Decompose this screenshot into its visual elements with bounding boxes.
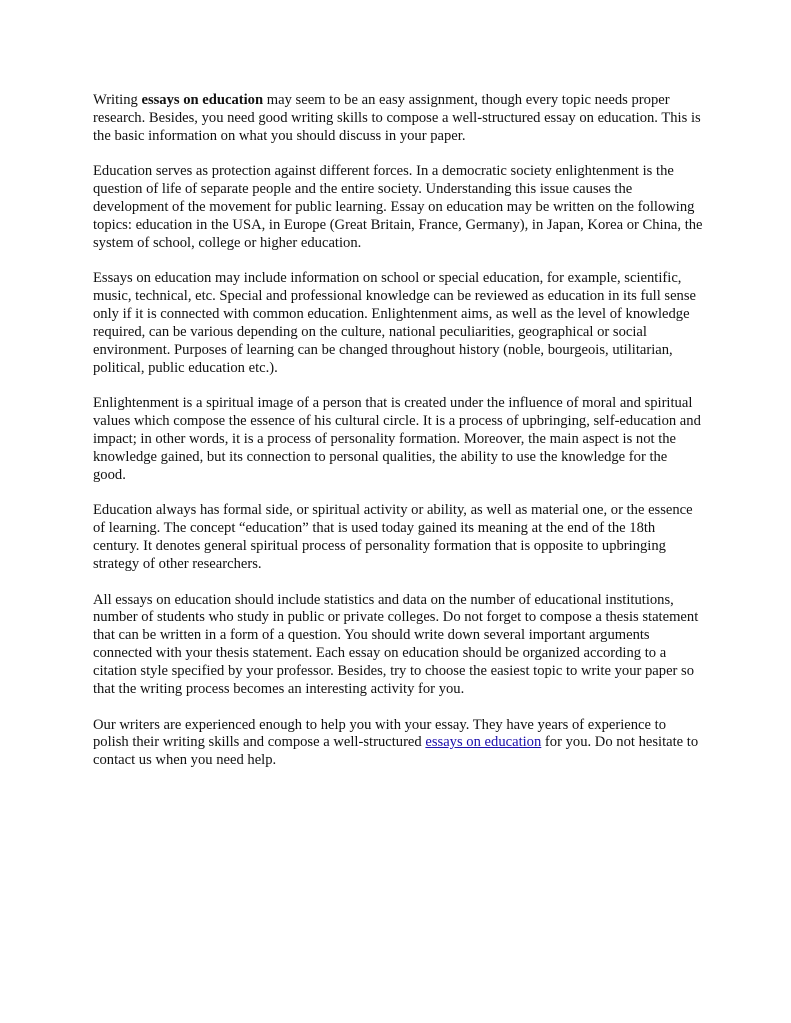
paragraph-special-education: Essays on education may include information on school or special education, for example, scientific, music, technical, etc. Special and professional knowledge can be reviewed as education in its full sense only if it is connected with common education. Enlightenment aims, as well as the level of knowledge required, can be various depending on the culture, national peculiarities, geographical or social environment. Purposes of learning can be changed throughout history (noble, bourgeois, utilitarian, political, public education etc.). (93, 270, 697, 376)
document-body (93, 92, 703, 788)
essays-on-education-link[interactable]: essays on education (425, 734, 542, 751)
paragraph-intro-lead: Writing (93, 92, 142, 108)
bold-phrase: essays on education (141, 92, 264, 108)
paragraph-conclusion-lead: Our writers are experienced enough to help you with your essay. They have years of experience to polish their writing skills and compose a well-structured (93, 716, 666, 751)
paragraph-conclusion-rest: for you. Do not hesitate to contact us when you need help. (93, 734, 699, 769)
paragraph-protection: Education serves as protection against different forces. In a democratic society enlightenment is the question of life of separate people and the entire society. Understanding this issue causes the development of the movement for public learning. Essay on education may be written on the following topics: education in the USA, in Europe (Great Britain, France, Germany), in Japan, Korea or China, the system of school, college or higher education. (93, 163, 703, 251)
paragraph-formal-side: Education always has formal side, or spiritual activity or ability, as well as material one, or the essence of learning. The concept “education” that is used today gained its meaning at the end of the 18th century. It denotes general spiritual process of personality formation that is opposite to upbringing strategy of other researchers. (93, 502, 693, 572)
paragraph-conclusion (93, 717, 703, 771)
paragraph-intro-rest: may seem to be an easy assignment, though every topic needs proper research. Besides, you need good writing skills to compose a well-structured essay on education. This is the basic information on what you should discuss in your paper. (93, 92, 701, 144)
paragraph-statistics: All essays on education should include statistics and data on the number of educational institutions, number of students who study in public or private colleges. Do not forget to compose a thesis statement that can be written in a form of a question. You should write down several important arguments connected with your thesis statement. Each essay on education should be organized according to a citation style specified by your professor. Besides, try to choose the easiest topic to write your paper so that the writing process becomes an interesting activity for you. (93, 591, 699, 697)
paragraph-intro (93, 92, 703, 146)
paragraph-enlightenment: Enlightenment is a spiritual image of a person that is created under the influence of moral and spiritual values which compose the essence of his cultural circle. It is a process of upbringing, self-education and impact; in other words, it is a process of personality formation. Moreover, the main aspect is not the knowledge gained, but its connection to personal qualities, the ability to use the knowledge for the good. (93, 395, 701, 483)
